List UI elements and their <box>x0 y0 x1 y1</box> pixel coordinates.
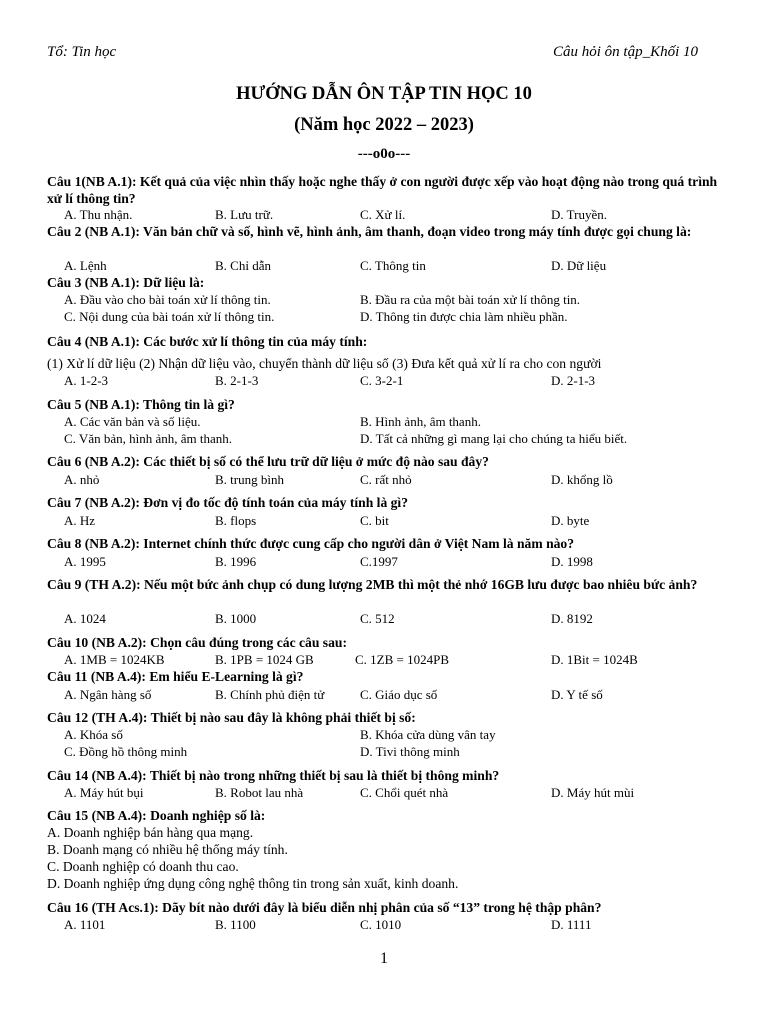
option-c: C. 3-2-1 <box>360 373 404 388</box>
question-10: Câu 10 (NB A.2): Chọn câu đúng trong các câu sau: <box>47 635 347 650</box>
question-2: Câu 2 (NB A.1): Văn bản chữ và số, hình vẽ, hình ảnh, âm thanh, đoạn video trong máy tính được gọi chung là: <box>47 224 692 239</box>
option-b: B. Khóa cửa dùng vân tay <box>360 727 496 742</box>
option-c: C. rất nhỏ <box>360 472 412 487</box>
option-c: C. Đồng hồ thông minh <box>64 744 188 759</box>
header-department: Tổ: Tin học <box>47 44 117 60</box>
option-b: B. 1996 <box>215 554 257 569</box>
option-a: A. 1024 <box>64 611 106 626</box>
option-a: A. Lệnh <box>64 258 107 273</box>
question-4: Câu 4 (NB A.1): Các bước xử lí thông tin của máy tính: <box>47 334 368 349</box>
option-b: B. Chỉ dẫn <box>215 258 271 273</box>
option-d: D. Tất cả những gì mang lại cho chúng ta hiểu biết. <box>360 431 628 446</box>
option-d: D. Truyền. <box>551 207 607 222</box>
question-12: Câu 12 (TH A.4): Thiết bị nào sau đây là không phải thiết bị số: <box>47 710 416 725</box>
option-c: C. bit <box>360 513 389 528</box>
option-c: C. Văn bản, hình ảnh, âm thanh. <box>64 431 233 446</box>
option-a: A. Đầu vào cho bài toán xử lí thông tin. <box>64 292 271 307</box>
option-b: B. Hình ảnh, âm thanh. <box>360 414 481 429</box>
option-d: D. Dữ liệu <box>551 258 607 273</box>
header-doc-name: Câu hỏi ôn tập_Khối 10 <box>552 44 698 60</box>
option-d: D. 1Bit = 1024B <box>551 652 638 667</box>
option-c: C.1997 <box>360 554 398 569</box>
option-c: C. Doanh nghiệp có doanh thu cao. <box>47 859 239 874</box>
option-d: D. Doanh nghiệp ứng dụng công nghệ thông tin trong sản xuất, kinh doanh. <box>47 876 459 891</box>
question-8: Câu 8 (NB A.2): Internet chính thức được cung cấp cho người dân ở Việt Nam là năm nào? <box>47 536 575 551</box>
option-c: C. 1ZB = 1024PB <box>355 652 450 667</box>
option-d: D. Máy hút mùi <box>551 785 635 800</box>
option-b: B. 1100 <box>215 917 256 932</box>
question-15: Câu 15 (NB A.4): Doanh nghiệp số là: <box>47 808 266 823</box>
option-d: D. 1998 <box>551 554 593 569</box>
option-b: B. Doanh mạng có nhiều hệ thống máy tính. <box>47 842 288 857</box>
document-subtitle: (Năm học 2022 – 2023) <box>294 115 474 135</box>
option-b: B. 1000 <box>215 611 257 626</box>
option-a: A. Các văn bản và số liệu. <box>64 414 201 429</box>
question-1: Câu 1(NB A.1): Kết quả của việc nhìn thấy hoặc nghe thấy ở con người được xếp vào hoạt động nào trong quá trình xử lí thông tin? <box>47 174 718 206</box>
option-b: B. Robot lau nhà <box>215 785 304 800</box>
option-b: B. 1PB = 1024 GB <box>215 652 314 667</box>
option-a: A. Máy hút bụi <box>64 785 144 800</box>
option-d: D. 1111 <box>551 917 592 932</box>
option-a: A. Thu nhận. <box>64 207 133 222</box>
option-d: D. Tivi thông minh <box>360 744 460 759</box>
option-a: A. 1101 <box>64 917 106 932</box>
question-3: Câu 3 (NB A.1): Dữ liệu là: <box>47 275 205 290</box>
option-c: C. 1010 <box>360 917 402 932</box>
option-a: A. 1MB = 1024KB <box>64 652 165 667</box>
option-d: D. Thông tin được chia làm nhiều phần. <box>360 309 568 324</box>
option-a: A. Doanh nghiệp bán hàng qua mạng. <box>47 825 254 840</box>
option-a: A. 1995 <box>64 554 106 569</box>
option-a: A. Khóa số <box>64 727 123 742</box>
option-a: A. Hz <box>64 513 96 528</box>
option-c: C. Xử lí. <box>360 207 406 222</box>
option-b: B. Chính phủ điện tử <box>215 687 325 702</box>
option-d: D. byte <box>551 513 590 528</box>
question-16: Câu 16 (TH Acs.1): Dãy bít nào dưới đây là biểu diễn nhị phân của số “13” trong hệ thập phân? <box>47 900 602 915</box>
question-7: Câu 7 (NB A.2): Đơn vị đo tốc độ tính toán của máy tính là gì? <box>47 495 409 510</box>
option-c: C. Chổi quét nhà <box>360 785 449 800</box>
question-5: Câu 5 (NB A.1): Thông tin là gì? <box>47 397 235 412</box>
question-6: Câu 6 (NB A.2): Các thiết bị số có thể lưu trữ dữ liệu ở mức độ nào sau đây? <box>47 454 489 469</box>
question-14: Câu 14 (NB A.4): Thiết bị nào trong những thiết bị sau là thiết bị thông minh? <box>47 768 500 783</box>
question-4-steps: (1) Xử lí dữ liệu (2) Nhận dữ liệu vào, chuyển thành dữ liệu số (3) Đưa kết quả xử lí ra cho con người <box>47 356 602 371</box>
option-a: A. 1-2-3 <box>64 373 109 388</box>
option-b: B. Lưu trữ. <box>215 207 274 222</box>
option-c: C. 512 <box>360 611 395 626</box>
option-a: A. nhỏ <box>64 472 100 487</box>
option-d: D. Y tế số <box>551 687 603 702</box>
title-separator: ---o0o--- <box>357 146 411 162</box>
option-b: B. flops <box>215 513 257 528</box>
question-11: Câu 11 (NB A.4): Em hiểu E-Learning là gì? <box>47 669 304 684</box>
question-9: Câu 9 (TH A.2): Nếu một bức ảnh chụp có dung lượng 2MB thì một thẻ nhớ 16GB lưu được bao nhiêu bức ảnh? <box>47 577 698 592</box>
option-d: D. khổng lồ <box>551 472 613 487</box>
document-title: HƯỚNG DẪN ÔN TẬP TIN HỌC 10 <box>236 84 532 104</box>
option-c: C. Giáo dục số <box>360 687 438 702</box>
option-a: A. Ngân hàng số <box>64 687 152 702</box>
option-c: C. Nội dung của bài toán xử lí thông tin. <box>64 309 275 324</box>
option-b: B. trung bình <box>215 472 284 487</box>
option-d: D. 8192 <box>551 611 593 626</box>
option-d: D. 2-1-3 <box>551 373 596 388</box>
option-b: B. 2-1-3 <box>215 373 259 388</box>
option-c: C. Thông tin <box>360 258 426 273</box>
page-number: 1 <box>380 950 388 967</box>
option-b: B. Đầu ra của một bài toán xử lí thông tin. <box>360 292 581 307</box>
